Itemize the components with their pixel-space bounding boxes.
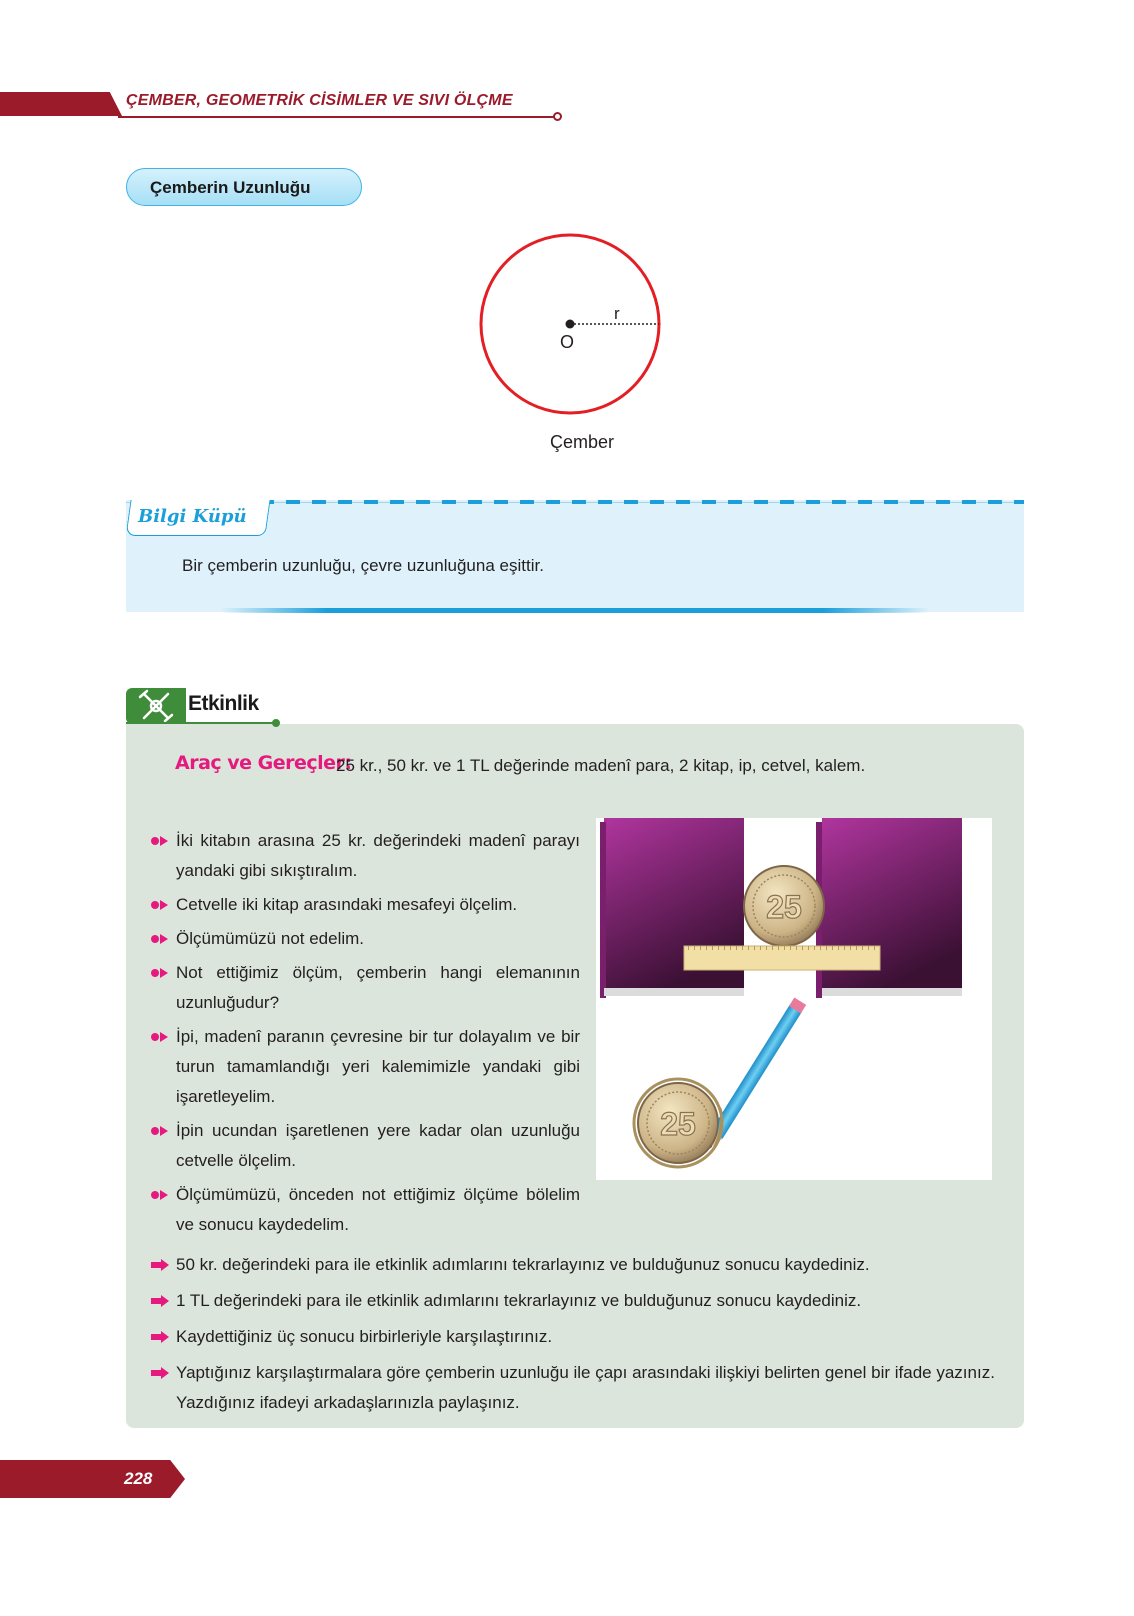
step-text: İpin ucundan işaretlenen yere kadar olan uzunluğu cetvelle ölçelim. xyxy=(176,1121,580,1170)
activity-icon xyxy=(126,688,186,724)
chapter-title: ÇEMBER, GEOMETRİK CİSİMLER VE SIVI ÖLÇME xyxy=(126,92,513,109)
info-box-text: Bir çemberin uzunluğu, çevre uzunluğuna eşittir. xyxy=(182,556,544,575)
bullet-arrow-icon xyxy=(150,967,170,979)
step-text: İpi, madenî paranın çevresine bir tur dolayalım ve bir turun tamamlandığı yeri kalemimizle yandaki gibi işaretleyelim. xyxy=(176,1027,580,1106)
ruler xyxy=(684,946,880,970)
activity-title: Etkinlik xyxy=(188,692,259,715)
bullet-arrow-icon xyxy=(150,1125,170,1137)
circle-caption: Çember xyxy=(550,432,615,452)
info-box-title: Bilgi Küpü xyxy=(138,506,247,527)
activity-steps xyxy=(150,826,580,1244)
bullet-arrow-icon xyxy=(150,1031,170,1043)
center-point xyxy=(566,320,575,329)
center-label: O xyxy=(560,332,575,352)
tools-text: 25 kr., 50 kr. ve 1 TL değerinde madenî para, 2 kitap, ip, cetvel, kalem. xyxy=(336,756,866,775)
step-item xyxy=(150,958,580,1018)
step-text: Not ettiğimiz ölçüm, çemberin hangi elemanının uzunluğudur? xyxy=(176,963,580,1012)
footer-bar xyxy=(0,1460,185,1498)
step-item xyxy=(150,1022,580,1112)
activity-tasks xyxy=(150,1250,1010,1424)
activity-title-dot xyxy=(272,719,280,727)
step-item xyxy=(150,826,580,886)
right-book xyxy=(816,818,962,998)
coin-value-label: 25 xyxy=(660,1106,696,1142)
circle-figure xyxy=(470,232,670,432)
bullet-arrow-icon xyxy=(150,899,170,911)
step-text: Ölçümümüzü, önceden not ettiğimiz ölçüme bölelim ve sonucu kaydedelim. xyxy=(176,1185,580,1234)
task-item xyxy=(150,1358,1010,1418)
step-item xyxy=(150,1116,580,1176)
coin-with-string xyxy=(634,1079,722,1167)
page-number: 228 xyxy=(124,1469,153,1488)
coin-value-label: 25 xyxy=(766,889,802,925)
arrow-right-icon xyxy=(150,1367,170,1379)
step-item xyxy=(150,890,580,920)
step-text: İki kitabın arasına 25 kr. değerindeki madenî parayı yandaki gibi sıkıştıralım. xyxy=(176,831,580,880)
task-text: 50 kr. değerindeki para ile etkinlik adımlarını tekrarlayınız ve bulduğunuz sonucu kaydediniz. xyxy=(176,1255,870,1274)
section-title: Çemberin Uzunluğu xyxy=(150,178,311,197)
step-text: Cetvelle iki kitap arasındaki mesafeyi ölçelim. xyxy=(176,895,518,914)
coin-between-books xyxy=(744,866,824,946)
activity-title-underline xyxy=(126,722,276,724)
arrow-right-icon xyxy=(150,1331,170,1343)
arrow-right-icon xyxy=(150,1259,170,1271)
task-text: Kaydettiğiniz üç sonucu birbirleriyle karşılaştırınız. xyxy=(176,1327,553,1346)
header-rule xyxy=(118,116,556,118)
tools-icon xyxy=(126,688,186,724)
header-bar xyxy=(0,92,122,116)
step-item xyxy=(150,1180,580,1240)
header-rule-end-dot xyxy=(553,112,562,121)
task-text: Yaptığınız karşılaştırmalara göre çemberin uzunluğu ile çapı arasındaki ilişkiyi belirten genel bir ifade yazınız. Yazdığınız ifadeyi arkadaşlarınızla paylaşınız. xyxy=(176,1363,995,1412)
bullet-arrow-icon xyxy=(150,835,170,847)
task-item xyxy=(150,1250,1010,1280)
task-item xyxy=(150,1322,1010,1352)
activity-photo xyxy=(596,818,992,1180)
info-box-dashed-border xyxy=(260,500,1024,504)
task-text: 1 TL değerindeki para ile etkinlik adımlarını tekrarlayınız ve bulduğunuz sonucu kaydediniz. xyxy=(176,1291,862,1310)
left-book xyxy=(600,818,744,998)
task-item xyxy=(150,1286,1010,1316)
radius-label: r xyxy=(614,304,620,323)
step-text: Ölçümümüzü not edelim. xyxy=(176,929,365,948)
bullet-arrow-icon xyxy=(150,1189,170,1201)
tools-label: Araç ve Gereçler: xyxy=(175,752,352,774)
arrow-right-icon xyxy=(150,1295,170,1307)
info-box-bottom-line xyxy=(220,608,930,613)
step-item xyxy=(150,924,580,954)
bullet-arrow-icon xyxy=(150,933,170,945)
